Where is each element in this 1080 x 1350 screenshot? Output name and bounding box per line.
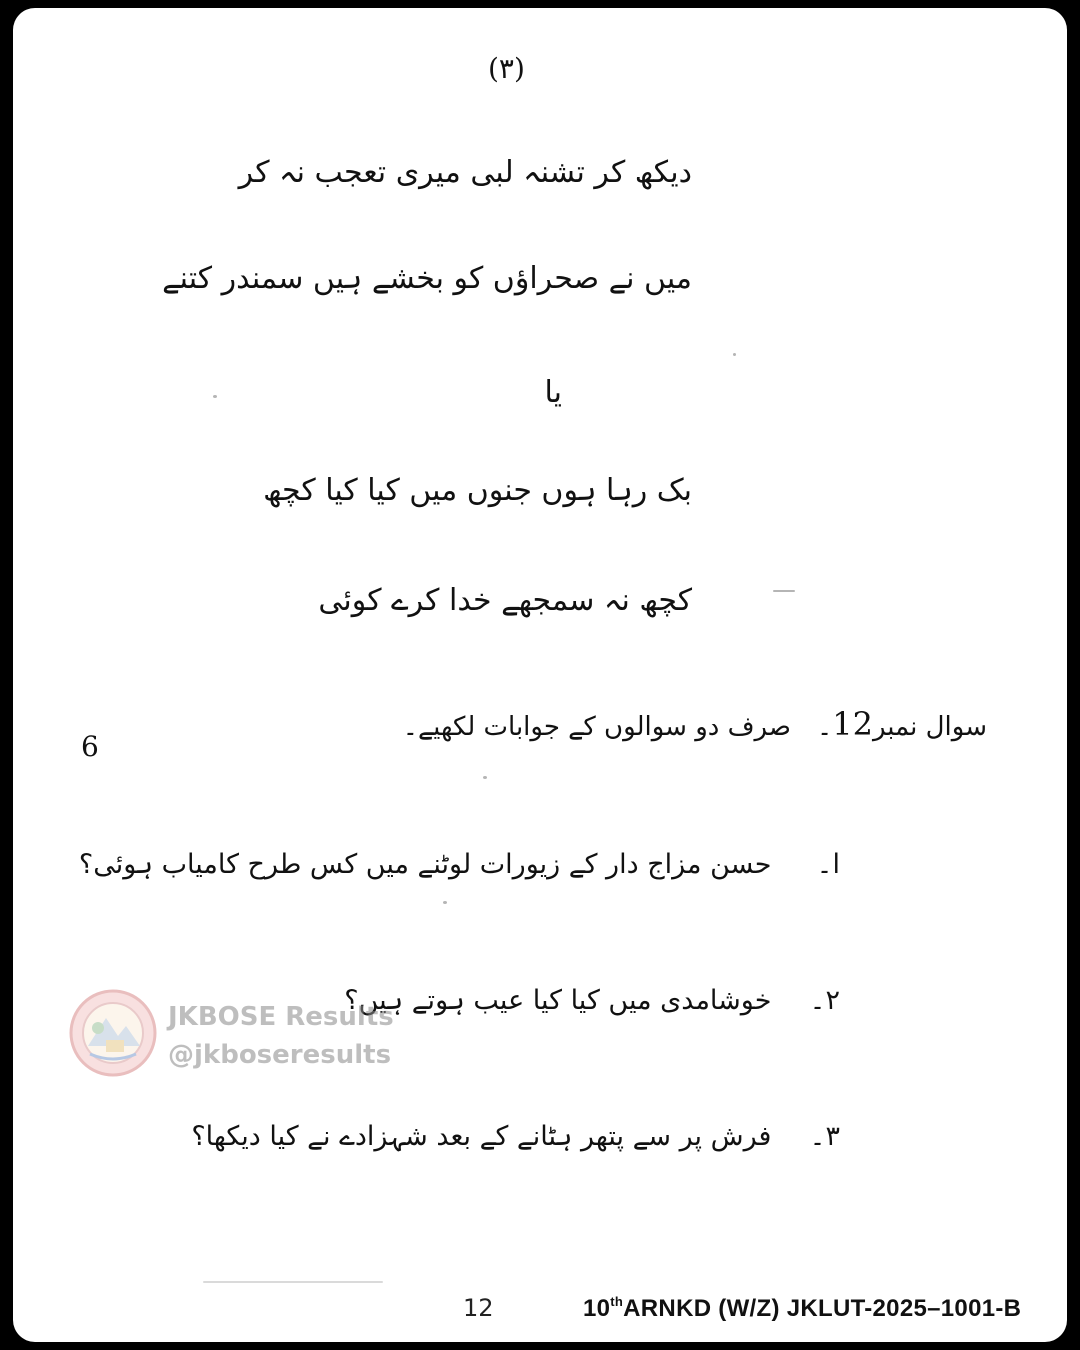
question-separator: ۔ (816, 712, 833, 742)
question-label: سوال نمبر (872, 712, 987, 742)
page-number: (۳) (488, 52, 525, 85)
poem-or-separator: یا (544, 375, 562, 410)
footer-page-number: 12 (463, 1294, 494, 1322)
poem-verse-3: بک رہا ہوں جنوں میں کیا کیا کچھ (263, 473, 692, 508)
question-item-number: ا۔ (816, 849, 840, 880)
question-instruction: صرف دو سوالوں کے جوابات لکھیے۔ (402, 712, 791, 742)
scan-speck (733, 353, 736, 356)
poem-verse-4: کچھ نہ سمجھے خدا کرے کوئی (318, 583, 692, 618)
scan-speck (203, 1281, 383, 1283)
jkbose-seal-icon (68, 988, 158, 1078)
footer-paper-code (583, 1294, 1021, 1323)
watermark-title: JKBOSE Results (168, 1002, 394, 1032)
question-item-text: خوشامدی میں کیا کیا عیب ہوتے ہیں؟ (344, 985, 772, 1016)
question-item-3 (191, 1123, 840, 1150)
footer-code-sup: th (610, 1294, 624, 1309)
exam-paper-page (13, 8, 1067, 1342)
scan-speck (443, 901, 447, 904)
scan-speck (213, 395, 217, 398)
question-number: 12 (832, 705, 873, 743)
scan-speck (483, 776, 487, 779)
question-item-text: حسن مزاج دار کے زیورات لوٹنے میں کس طرح کامیاب ہوئی؟ (78, 849, 772, 880)
question-heading (402, 705, 987, 743)
question-item-1 (79, 851, 840, 878)
footer-code-prefix: 10 (583, 1295, 611, 1322)
footer-code-rest: ARNKD (W/Z) JKLUT-2025–1001-B (623, 1295, 1022, 1322)
watermark-handle: @jkboseresults (168, 1040, 392, 1070)
question-item-number: ۳۔ (809, 1121, 840, 1152)
question-item-2 (344, 987, 840, 1014)
poem-verse-2: میں نے صحراؤں کو بخشے ہیں سمندر کتنے (162, 261, 692, 296)
watermark (68, 986, 408, 1086)
poem-verse-1: دیکھ کر تشنہ لبی میری تعجب نہ کر (238, 155, 692, 190)
question-marks: 6 (81, 730, 99, 763)
question-item-number: ۲۔ (809, 985, 840, 1016)
scan-speck (773, 590, 795, 592)
question-item-text: فرش پر سے پتھر ہٹانے کے بعد شہزادے نے کیا دیکھا؟ (191, 1121, 772, 1152)
